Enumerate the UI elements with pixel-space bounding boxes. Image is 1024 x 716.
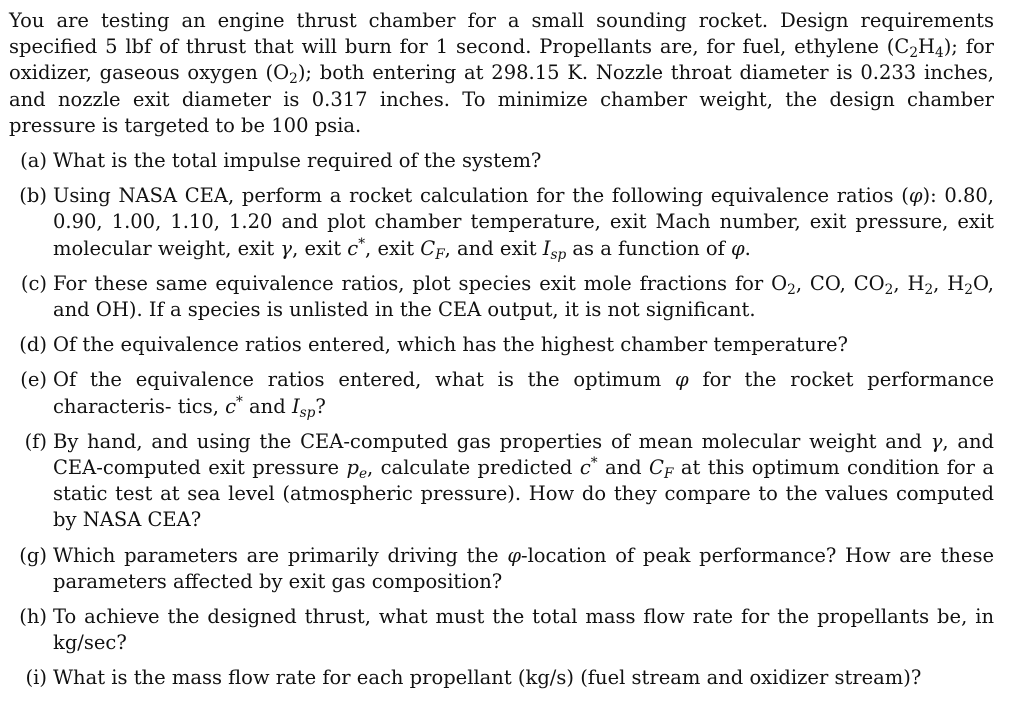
question-text: To achieve the designed thrust, what must the total mass flow rate for the propellants be, in kg/sec? [53,605,994,655]
subscript: 2 [909,45,918,62]
subscript: 2 [787,281,796,298]
math-symbol: γ [280,236,293,260]
question-text: By hand, and using the CEA-computed gas properties of mean molecular weight and γ, and CEA-computed exit pressure $p_e$, calculate predicted c* and $C_F$ at this optimum condition for a static test at sea level (atmospheric pressure). How do they compare to the values computed by NASA CEA? [53,429,995,532]
question-a [9,148,994,174]
superscript: * [358,235,366,252]
intro-text-2: ); for oxidizer, gaseous oxygen (O [9,35,995,85]
question-f [9,429,994,534]
superscript: * [590,455,598,472]
question-label: (e) [20,368,47,392]
subscript: F [663,466,674,483]
math-symbol: I [542,236,551,260]
math-symbol: φ [507,543,521,567]
math-symbol: φ [731,236,745,260]
math-symbol: I [291,394,300,418]
question-label: (c) [20,271,47,295]
question-text: Using NASA CEA, perform a rocket calculation for the following equivalence ratios (φ): 0.80, 0.90, 1.00, 1.10, 1.20 and plot chamber temperature, exit Mach number, exit pressure, exit molecular weight, exit γ, exit c*, exit $C_F$, and exit $I_{sp}$ as a function of φ. [53,184,994,263]
math-symbol: p [346,456,359,480]
question-label: (a) [20,149,47,173]
subscript: sp [550,246,567,263]
math-symbol: c [225,394,237,418]
superscript: * [236,393,243,410]
question-text: For these same equivalence ratios, plot species exit mole fractions for $O_2$, CO, $CO_2$, $H_2$, $H_2O$, and OH). If a species is unlisted in the CEA output, it is not significant. [53,271,994,322]
question-text: Of the equivalence ratios entered, what is the optimum φ for the rocket performance characteris- tics, c* and $I_{sp}$? [53,368,994,421]
question-label: (i) [25,666,47,690]
question-b [9,183,994,262]
subscript: e [358,466,368,483]
problem-statement [9,8,994,139]
question-list [9,148,994,692]
subscript: 4 [935,45,944,62]
subscript: sp [299,404,316,421]
question-d [9,332,994,358]
question-label: (b) [19,184,47,208]
question-i [9,665,994,691]
math-symbol: C [649,456,664,480]
math-symbol: φ [908,184,923,208]
subscript: 2 [289,71,298,88]
question-e [9,367,994,419]
subscript: 2 [884,281,894,298]
intro-text-h: H [918,35,936,59]
subscript: 2 [924,281,934,298]
question-label: (d) [19,333,47,357]
question-g [9,543,994,595]
question-label: (h) [19,605,47,629]
math-symbol: c [579,456,591,480]
question-text: What is the mass flow rate for each propellant (kg/s) (fuel stream and oxidizer stream)? [53,666,922,690]
subscript: F [435,246,445,263]
math-symbol: γ [930,429,943,453]
question-h [9,604,994,656]
question-text: Of the equivalence ratios entered, which has the highest chamber temperature? [53,333,848,357]
question-label: (g) [19,543,47,567]
question-text: What is the total impulse required of the system? [53,149,542,173]
question-label: (f) [24,429,47,453]
math-symbol: c [347,236,359,260]
math-symbol: φ [675,368,689,392]
math-symbol: C [420,236,436,260]
question-c [9,271,994,323]
subscript: 2 [964,281,973,298]
intro-text-1: You are testing an engine thrust chamber for a small sounding rocket. Design requirements specified 5 lbf of thrust that will burn for 1 second. Propellants are, for fuel, ethylene (C [9,9,994,59]
question-text: Which parameters are primarily driving the φ-location of peak performance? How are these parameters affected by exit gas composition? [53,543,994,593]
intro-text-3: ); both entering at 298.15 K. Nozzle throat diameter is 0.233 inches, and nozzle exit diameter is 0.317 inches. To minimize chamber weight, the design chamber pressure is targeted to be 100 psia. [9,61,994,137]
